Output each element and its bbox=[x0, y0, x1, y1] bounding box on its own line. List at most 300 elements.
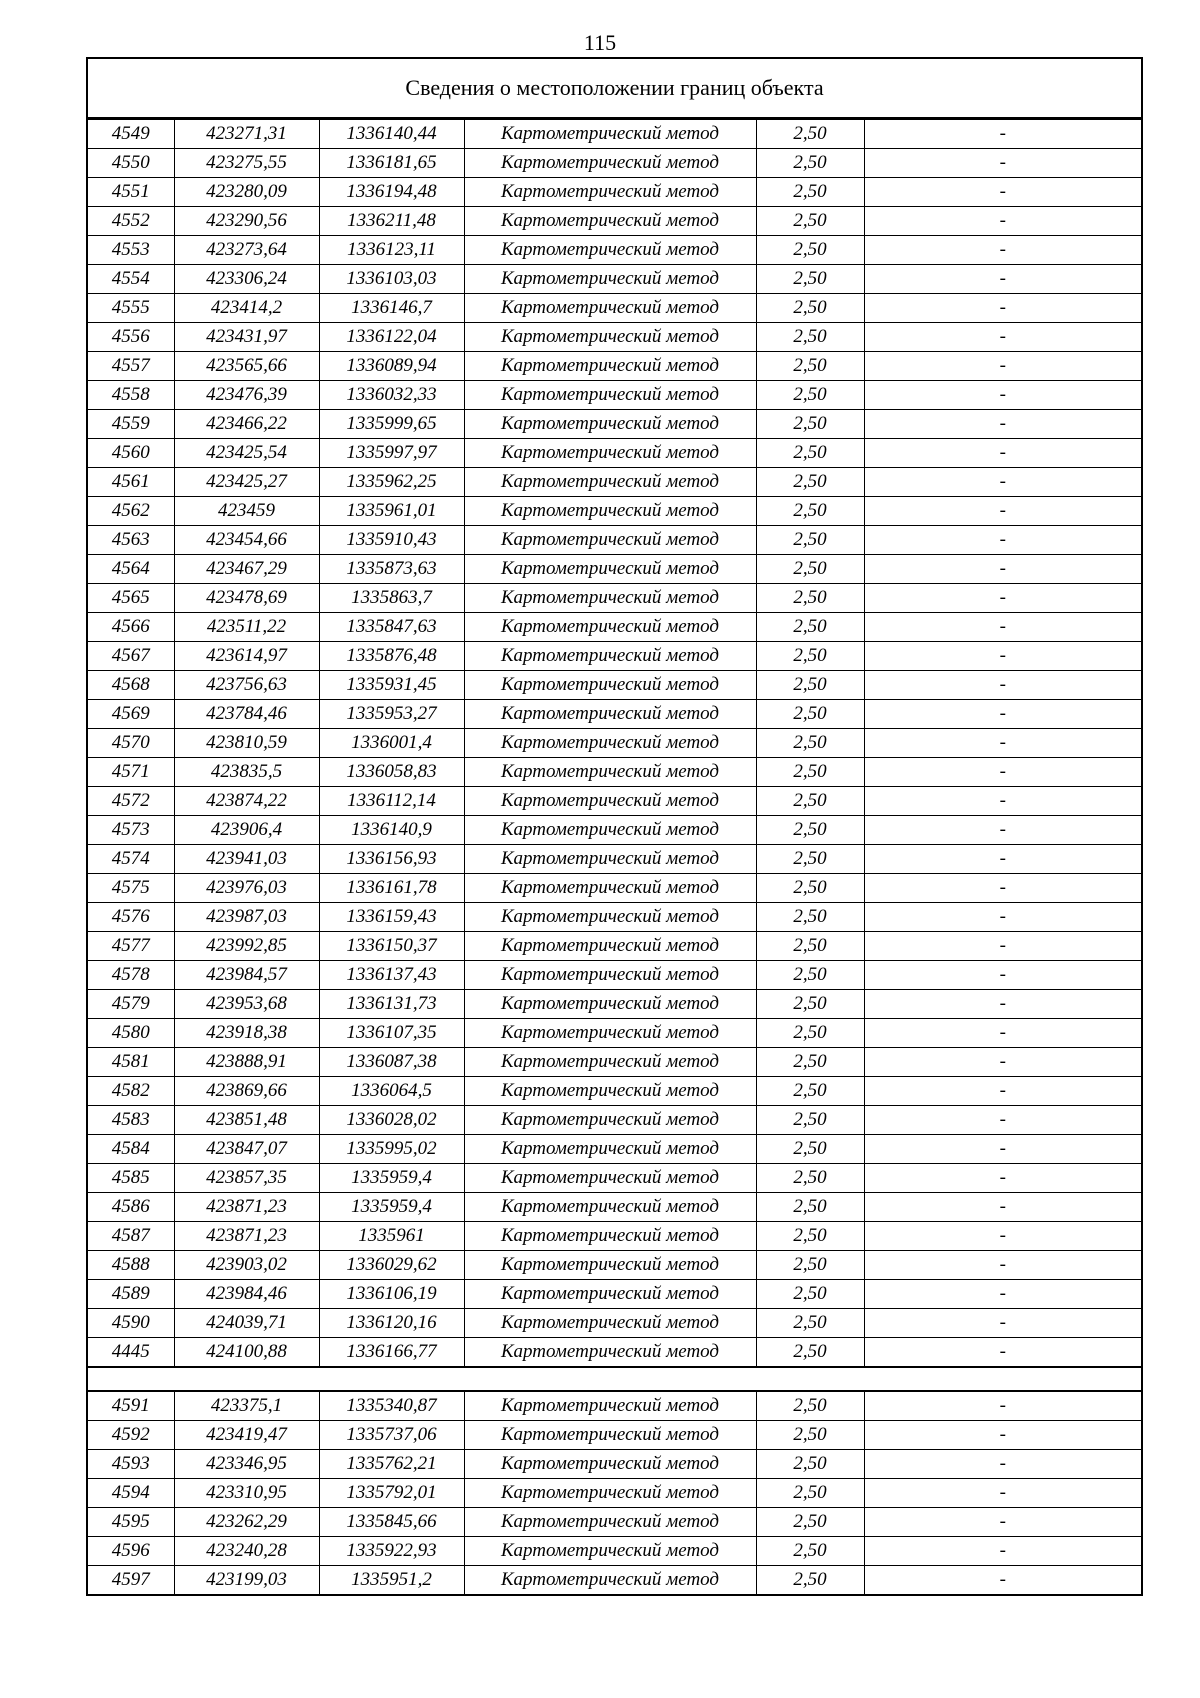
y-coordinate-cell: 1335997,97 bbox=[319, 439, 464, 468]
point-number-cell: 4567 bbox=[88, 642, 174, 671]
table-row bbox=[88, 178, 1141, 207]
method-cell: Картометрический метод bbox=[464, 642, 756, 671]
accuracy-cell: 2,50 bbox=[756, 903, 864, 932]
y-coordinate-cell: 1336122,04 bbox=[319, 323, 464, 352]
method-cell: Картометрический метод bbox=[464, 468, 756, 497]
x-coordinate-cell: 423851,48 bbox=[174, 1106, 319, 1135]
point-number-cell: 4571 bbox=[88, 758, 174, 787]
point-number-cell: 4582 bbox=[88, 1077, 174, 1106]
table-row bbox=[88, 468, 1141, 497]
x-coordinate-cell: 423425,27 bbox=[174, 468, 319, 497]
point-number-cell: 4586 bbox=[88, 1193, 174, 1222]
y-coordinate-cell: 1336103,03 bbox=[319, 265, 464, 294]
accuracy-cell: 2,50 bbox=[756, 410, 864, 439]
y-coordinate-cell: 1335959,4 bbox=[319, 1193, 464, 1222]
point-number-cell: 4552 bbox=[88, 207, 174, 236]
accuracy-cell: 2,50 bbox=[756, 1338, 864, 1367]
y-coordinate-cell: 1335873,63 bbox=[319, 555, 464, 584]
description-cell: - bbox=[864, 178, 1141, 207]
x-coordinate-cell: 423478,69 bbox=[174, 584, 319, 613]
x-coordinate-cell: 423414,2 bbox=[174, 294, 319, 323]
point-number-cell: 4557 bbox=[88, 352, 174, 381]
y-coordinate-cell: 1336211,48 bbox=[319, 207, 464, 236]
method-cell: Картометрический метод bbox=[464, 120, 756, 149]
table-row bbox=[88, 642, 1141, 671]
point-number-cell: 4564 bbox=[88, 555, 174, 584]
y-coordinate-cell: 1336140,44 bbox=[319, 120, 464, 149]
description-cell: - bbox=[864, 1019, 1141, 1048]
table-row bbox=[88, 961, 1141, 990]
table-row bbox=[88, 323, 1141, 352]
table-row bbox=[88, 1450, 1141, 1479]
method-cell: Картометрический метод bbox=[464, 1135, 756, 1164]
description-cell: - bbox=[864, 816, 1141, 845]
table-row bbox=[88, 1251, 1141, 1280]
point-number-cell: 4569 bbox=[88, 700, 174, 729]
y-coordinate-cell: 1335995,02 bbox=[319, 1135, 464, 1164]
method-cell: Картометрический метод bbox=[464, 1309, 756, 1338]
table-body-2 bbox=[88, 1392, 1141, 1595]
point-number-cell: 4559 bbox=[88, 410, 174, 439]
x-coordinate-cell: 424039,71 bbox=[174, 1309, 319, 1338]
method-cell: Картометрический метод bbox=[464, 1077, 756, 1106]
table-row bbox=[88, 700, 1141, 729]
x-coordinate-cell: 423976,03 bbox=[174, 874, 319, 903]
accuracy-cell: 2,50 bbox=[756, 526, 864, 555]
accuracy-cell: 2,50 bbox=[756, 1537, 864, 1566]
y-coordinate-cell: 1336087,38 bbox=[319, 1048, 464, 1077]
description-cell: - bbox=[864, 207, 1141, 236]
coordinates-table-1 bbox=[88, 119, 1141, 1367]
method-cell: Картометрический метод bbox=[464, 758, 756, 787]
point-number-cell: 4584 bbox=[88, 1135, 174, 1164]
table-row bbox=[88, 410, 1141, 439]
accuracy-cell: 2,50 bbox=[756, 1421, 864, 1450]
method-cell: Картометрический метод bbox=[464, 352, 756, 381]
accuracy-cell: 2,50 bbox=[756, 1222, 864, 1251]
x-coordinate-cell: 423871,23 bbox=[174, 1222, 319, 1251]
page-number: 115 bbox=[583, 30, 617, 55]
y-coordinate-cell: 1335847,63 bbox=[319, 613, 464, 642]
table-row bbox=[88, 1309, 1141, 1338]
description-cell: - bbox=[864, 1048, 1141, 1077]
accuracy-cell: 2,50 bbox=[756, 961, 864, 990]
point-number-cell: 4562 bbox=[88, 497, 174, 526]
table-row bbox=[88, 381, 1141, 410]
accuracy-cell: 2,50 bbox=[756, 1048, 864, 1077]
x-coordinate-cell: 423306,24 bbox=[174, 265, 319, 294]
accuracy-cell: 2,50 bbox=[756, 671, 864, 700]
description-cell: - bbox=[864, 1508, 1141, 1537]
description-cell: - bbox=[864, 758, 1141, 787]
description-cell: - bbox=[864, 642, 1141, 671]
y-coordinate-cell: 1336123,11 bbox=[319, 236, 464, 265]
point-number-cell: 4581 bbox=[88, 1048, 174, 1077]
x-coordinate-cell: 423847,07 bbox=[174, 1135, 319, 1164]
accuracy-cell: 2,50 bbox=[756, 1193, 864, 1222]
table-row bbox=[88, 1048, 1141, 1077]
accuracy-cell: 2,50 bbox=[756, 1309, 864, 1338]
point-number-cell: 4579 bbox=[88, 990, 174, 1019]
description-cell: - bbox=[864, 584, 1141, 613]
table-row bbox=[88, 294, 1141, 323]
method-cell: Картометрический метод bbox=[464, 265, 756, 294]
x-coordinate-cell: 423810,59 bbox=[174, 729, 319, 758]
table-row bbox=[88, 787, 1141, 816]
method-cell: Картометрический метод bbox=[464, 439, 756, 468]
accuracy-cell: 2,50 bbox=[756, 178, 864, 207]
table-row bbox=[88, 1193, 1141, 1222]
method-cell: Картометрический метод bbox=[464, 816, 756, 845]
description-cell: - bbox=[864, 1164, 1141, 1193]
method-cell: Картометрический метод bbox=[464, 1222, 756, 1251]
description-cell: - bbox=[864, 671, 1141, 700]
description-cell: - bbox=[864, 468, 1141, 497]
description-cell: - bbox=[864, 555, 1141, 584]
point-number-cell: 4550 bbox=[88, 149, 174, 178]
point-number-cell: 4597 bbox=[88, 1566, 174, 1595]
y-coordinate-cell: 1335959,4 bbox=[319, 1164, 464, 1193]
method-cell: Картометрический метод bbox=[464, 845, 756, 874]
method-cell: Картометрический метод bbox=[464, 1566, 756, 1595]
description-cell: - bbox=[864, 1135, 1141, 1164]
table-row bbox=[88, 990, 1141, 1019]
accuracy-cell: 2,50 bbox=[756, 1251, 864, 1280]
point-number-cell: 4553 bbox=[88, 236, 174, 265]
method-cell: Картометрический метод bbox=[464, 1479, 756, 1508]
point-number-cell: 4591 bbox=[88, 1392, 174, 1421]
y-coordinate-cell: 1336159,43 bbox=[319, 903, 464, 932]
description-cell: - bbox=[864, 526, 1141, 555]
x-coordinate-cell: 423888,91 bbox=[174, 1048, 319, 1077]
accuracy-cell: 2,50 bbox=[756, 729, 864, 758]
x-coordinate-cell: 423984,46 bbox=[174, 1280, 319, 1309]
y-coordinate-cell: 1336166,77 bbox=[319, 1338, 464, 1367]
y-coordinate-cell: 1336089,94 bbox=[319, 352, 464, 381]
y-coordinate-cell: 1336161,78 bbox=[319, 874, 464, 903]
accuracy-cell: 2,50 bbox=[756, 758, 864, 787]
y-coordinate-cell: 1335962,25 bbox=[319, 468, 464, 497]
accuracy-cell: 2,50 bbox=[756, 439, 864, 468]
description-cell: - bbox=[864, 1280, 1141, 1309]
x-coordinate-cell: 423871,23 bbox=[174, 1193, 319, 1222]
table-row bbox=[88, 1106, 1141, 1135]
y-coordinate-cell: 1336028,02 bbox=[319, 1106, 464, 1135]
y-coordinate-cell: 1336131,73 bbox=[319, 990, 464, 1019]
y-coordinate-cell: 1335922,93 bbox=[319, 1537, 464, 1566]
y-coordinate-cell: 1336058,83 bbox=[319, 758, 464, 787]
point-number-cell: 4445 bbox=[88, 1338, 174, 1367]
method-cell: Картометрический метод bbox=[464, 294, 756, 323]
point-number-cell: 4585 bbox=[88, 1164, 174, 1193]
accuracy-cell: 2,50 bbox=[756, 149, 864, 178]
accuracy-cell: 2,50 bbox=[756, 1077, 864, 1106]
y-coordinate-cell: 1335845,66 bbox=[319, 1508, 464, 1537]
accuracy-cell: 2,50 bbox=[756, 1135, 864, 1164]
description-cell: - bbox=[864, 961, 1141, 990]
method-cell: Картометрический метод bbox=[464, 729, 756, 758]
description-cell: - bbox=[864, 294, 1141, 323]
description-cell: - bbox=[864, 1338, 1141, 1367]
x-coordinate-cell: 423906,4 bbox=[174, 816, 319, 845]
x-coordinate-cell: 423262,29 bbox=[174, 1508, 319, 1537]
y-coordinate-cell: 1336150,37 bbox=[319, 932, 464, 961]
description-cell: - bbox=[864, 845, 1141, 874]
y-coordinate-cell: 1335762,21 bbox=[319, 1450, 464, 1479]
x-coordinate-cell: 423511,22 bbox=[174, 613, 319, 642]
description-cell: - bbox=[864, 787, 1141, 816]
method-cell: Картометрический метод bbox=[464, 178, 756, 207]
x-coordinate-cell: 423310,95 bbox=[174, 1479, 319, 1508]
point-number-cell: 4549 bbox=[88, 120, 174, 149]
description-cell: - bbox=[864, 323, 1141, 352]
x-coordinate-cell: 423835,5 bbox=[174, 758, 319, 787]
table-row bbox=[88, 265, 1141, 294]
x-coordinate-cell: 423869,66 bbox=[174, 1077, 319, 1106]
accuracy-cell: 2,50 bbox=[756, 1019, 864, 1048]
x-coordinate-cell: 423425,54 bbox=[174, 439, 319, 468]
description-cell: - bbox=[864, 1251, 1141, 1280]
x-coordinate-cell: 423346,95 bbox=[174, 1450, 319, 1479]
x-coordinate-cell: 423466,22 bbox=[174, 410, 319, 439]
x-coordinate-cell: 423874,22 bbox=[174, 787, 319, 816]
accuracy-cell: 2,50 bbox=[756, 323, 864, 352]
description-cell: - bbox=[864, 700, 1141, 729]
method-cell: Картометрический метод bbox=[464, 555, 756, 584]
accuracy-cell: 2,50 bbox=[756, 1392, 864, 1421]
x-coordinate-cell: 423756,63 bbox=[174, 671, 319, 700]
accuracy-cell: 2,50 bbox=[756, 120, 864, 149]
table-row bbox=[88, 1338, 1141, 1367]
block-separator bbox=[88, 1367, 1141, 1391]
accuracy-cell: 2,50 bbox=[756, 1508, 864, 1537]
accuracy-cell: 2,50 bbox=[756, 265, 864, 294]
accuracy-cell: 2,50 bbox=[756, 990, 864, 1019]
accuracy-cell: 2,50 bbox=[756, 932, 864, 961]
table-row bbox=[88, 1222, 1141, 1251]
x-coordinate-cell: 423984,57 bbox=[174, 961, 319, 990]
accuracy-cell: 2,50 bbox=[756, 1106, 864, 1135]
x-coordinate-cell: 423987,03 bbox=[174, 903, 319, 932]
method-cell: Картометрический метод bbox=[464, 1508, 756, 1537]
description-cell: - bbox=[864, 497, 1141, 526]
y-coordinate-cell: 1335792,01 bbox=[319, 1479, 464, 1508]
table-row bbox=[88, 1479, 1141, 1508]
method-cell: Картометрический метод bbox=[464, 236, 756, 265]
accuracy-cell: 2,50 bbox=[756, 1566, 864, 1595]
method-cell: Картометрический метод bbox=[464, 903, 756, 932]
x-coordinate-cell: 423419,47 bbox=[174, 1421, 319, 1450]
y-coordinate-cell: 1335340,87 bbox=[319, 1392, 464, 1421]
description-cell: - bbox=[864, 990, 1141, 1019]
description-cell: - bbox=[864, 149, 1141, 178]
accuracy-cell: 2,50 bbox=[756, 497, 864, 526]
x-coordinate-cell: 423784,46 bbox=[174, 700, 319, 729]
accuracy-cell: 2,50 bbox=[756, 1479, 864, 1508]
table-row bbox=[88, 932, 1141, 961]
point-number-cell: 4563 bbox=[88, 526, 174, 555]
point-number-cell: 4589 bbox=[88, 1280, 174, 1309]
x-coordinate-cell: 423275,55 bbox=[174, 149, 319, 178]
x-coordinate-cell: 423459 bbox=[174, 497, 319, 526]
method-cell: Картометрический метод bbox=[464, 1450, 756, 1479]
x-coordinate-cell: 423240,28 bbox=[174, 1537, 319, 1566]
x-coordinate-cell: 423431,97 bbox=[174, 323, 319, 352]
table-row bbox=[88, 845, 1141, 874]
method-cell: Картометрический метод bbox=[464, 990, 756, 1019]
y-coordinate-cell: 1336194,48 bbox=[319, 178, 464, 207]
x-coordinate-cell: 423565,66 bbox=[174, 352, 319, 381]
method-cell: Картометрический метод bbox=[464, 1193, 756, 1222]
y-coordinate-cell: 1335961,01 bbox=[319, 497, 464, 526]
x-coordinate-cell: 423992,85 bbox=[174, 932, 319, 961]
description-cell: - bbox=[864, 236, 1141, 265]
accuracy-cell: 2,50 bbox=[756, 845, 864, 874]
description-cell: - bbox=[864, 439, 1141, 468]
y-coordinate-cell: 1335910,43 bbox=[319, 526, 464, 555]
accuracy-cell: 2,50 bbox=[756, 1450, 864, 1479]
description-cell: - bbox=[864, 1309, 1141, 1338]
point-number-cell: 4558 bbox=[88, 381, 174, 410]
point-number-cell: 4575 bbox=[88, 874, 174, 903]
accuracy-cell: 2,50 bbox=[756, 816, 864, 845]
description-cell: - bbox=[864, 1537, 1141, 1566]
y-coordinate-cell: 1336032,33 bbox=[319, 381, 464, 410]
y-coordinate-cell: 1335961 bbox=[319, 1222, 464, 1251]
table-row bbox=[88, 584, 1141, 613]
x-coordinate-cell: 423941,03 bbox=[174, 845, 319, 874]
accuracy-cell: 2,50 bbox=[756, 468, 864, 497]
method-cell: Картометрический метод bbox=[464, 613, 756, 642]
table-row bbox=[88, 1280, 1141, 1309]
method-cell: Картометрический метод bbox=[464, 149, 756, 178]
table-row bbox=[88, 671, 1141, 700]
table-row bbox=[88, 816, 1141, 845]
y-coordinate-cell: 1336181,65 bbox=[319, 149, 464, 178]
description-cell: - bbox=[864, 613, 1141, 642]
table-title: Сведения о местоположении границ объекта bbox=[88, 59, 1141, 119]
method-cell: Картометрический метод bbox=[464, 207, 756, 236]
point-number-cell: 4580 bbox=[88, 1019, 174, 1048]
point-number-cell: 4573 bbox=[88, 816, 174, 845]
point-number-cell: 4596 bbox=[88, 1537, 174, 1566]
accuracy-cell: 2,50 bbox=[756, 700, 864, 729]
table-row bbox=[88, 874, 1141, 903]
table-row bbox=[88, 1392, 1141, 1421]
accuracy-cell: 2,50 bbox=[756, 787, 864, 816]
method-cell: Картометрический метод bbox=[464, 671, 756, 700]
method-cell: Картометрический метод bbox=[464, 1421, 756, 1450]
description-cell: - bbox=[864, 1222, 1141, 1251]
method-cell: Картометрический метод bbox=[464, 1251, 756, 1280]
description-cell: - bbox=[864, 381, 1141, 410]
accuracy-cell: 2,50 bbox=[756, 352, 864, 381]
point-number-cell: 4566 bbox=[88, 613, 174, 642]
y-coordinate-cell: 1335931,45 bbox=[319, 671, 464, 700]
description-cell: - bbox=[864, 1193, 1141, 1222]
y-coordinate-cell: 1335953,27 bbox=[319, 700, 464, 729]
point-number-cell: 4561 bbox=[88, 468, 174, 497]
table-row bbox=[88, 1508, 1141, 1537]
description-cell: - bbox=[864, 874, 1141, 903]
method-cell: Картометрический метод bbox=[464, 410, 756, 439]
table-row bbox=[88, 526, 1141, 555]
table-row bbox=[88, 207, 1141, 236]
y-coordinate-cell: 1335863,7 bbox=[319, 584, 464, 613]
table-row bbox=[88, 439, 1141, 468]
table-body-1 bbox=[88, 120, 1141, 1367]
method-cell: Картометрический метод bbox=[464, 1164, 756, 1193]
accuracy-cell: 2,50 bbox=[756, 236, 864, 265]
point-number-cell: 4572 bbox=[88, 787, 174, 816]
y-coordinate-cell: 1336029,62 bbox=[319, 1251, 464, 1280]
point-number-cell: 4554 bbox=[88, 265, 174, 294]
point-number-cell: 4594 bbox=[88, 1479, 174, 1508]
table-row bbox=[88, 613, 1141, 642]
table-row bbox=[88, 1164, 1141, 1193]
point-number-cell: 4576 bbox=[88, 903, 174, 932]
description-cell: - bbox=[864, 932, 1141, 961]
y-coordinate-cell: 1335876,48 bbox=[319, 642, 464, 671]
method-cell: Картометрический метод bbox=[464, 497, 756, 526]
x-coordinate-cell: 424100,88 bbox=[174, 1338, 319, 1367]
coordinates-table-2 bbox=[88, 1391, 1141, 1594]
method-cell: Картометрический метод bbox=[464, 323, 756, 352]
accuracy-cell: 2,50 bbox=[756, 642, 864, 671]
description-cell: - bbox=[864, 352, 1141, 381]
table-row bbox=[88, 149, 1141, 178]
description-cell: - bbox=[864, 265, 1141, 294]
accuracy-cell: 2,50 bbox=[756, 294, 864, 323]
point-number-cell: 4555 bbox=[88, 294, 174, 323]
x-coordinate-cell: 423290,56 bbox=[174, 207, 319, 236]
y-coordinate-cell: 1336120,16 bbox=[319, 1309, 464, 1338]
description-cell: - bbox=[864, 1421, 1141, 1450]
description-cell: - bbox=[864, 1566, 1141, 1595]
description-cell: - bbox=[864, 903, 1141, 932]
description-cell: - bbox=[864, 1077, 1141, 1106]
point-number-cell: 4590 bbox=[88, 1309, 174, 1338]
y-coordinate-cell: 1335951,2 bbox=[319, 1566, 464, 1595]
method-cell: Картометрический метод bbox=[464, 700, 756, 729]
description-cell: - bbox=[864, 410, 1141, 439]
x-coordinate-cell: 423918,38 bbox=[174, 1019, 319, 1048]
point-number-cell: 4588 bbox=[88, 1251, 174, 1280]
description-cell: - bbox=[864, 1106, 1141, 1135]
point-number-cell: 4574 bbox=[88, 845, 174, 874]
accuracy-cell: 2,50 bbox=[756, 1164, 864, 1193]
y-coordinate-cell: 1336112,14 bbox=[319, 787, 464, 816]
table-row bbox=[88, 903, 1141, 932]
y-coordinate-cell: 1336137,43 bbox=[319, 961, 464, 990]
table-row bbox=[88, 120, 1141, 149]
y-coordinate-cell: 1336064,5 bbox=[319, 1077, 464, 1106]
table-row bbox=[88, 729, 1141, 758]
point-number-cell: 4593 bbox=[88, 1450, 174, 1479]
method-cell: Картометрический метод bbox=[464, 1106, 756, 1135]
method-cell: Картометрический метод bbox=[464, 874, 756, 903]
y-coordinate-cell: 1336107,35 bbox=[319, 1019, 464, 1048]
point-number-cell: 4583 bbox=[88, 1106, 174, 1135]
table-row bbox=[88, 1537, 1141, 1566]
point-number-cell: 4587 bbox=[88, 1222, 174, 1251]
method-cell: Картометрический метод bbox=[464, 584, 756, 613]
method-cell: Картометрический метод bbox=[464, 787, 756, 816]
accuracy-cell: 2,50 bbox=[756, 584, 864, 613]
table-row bbox=[88, 758, 1141, 787]
method-cell: Картометрический метод bbox=[464, 961, 756, 990]
table-row bbox=[88, 236, 1141, 265]
